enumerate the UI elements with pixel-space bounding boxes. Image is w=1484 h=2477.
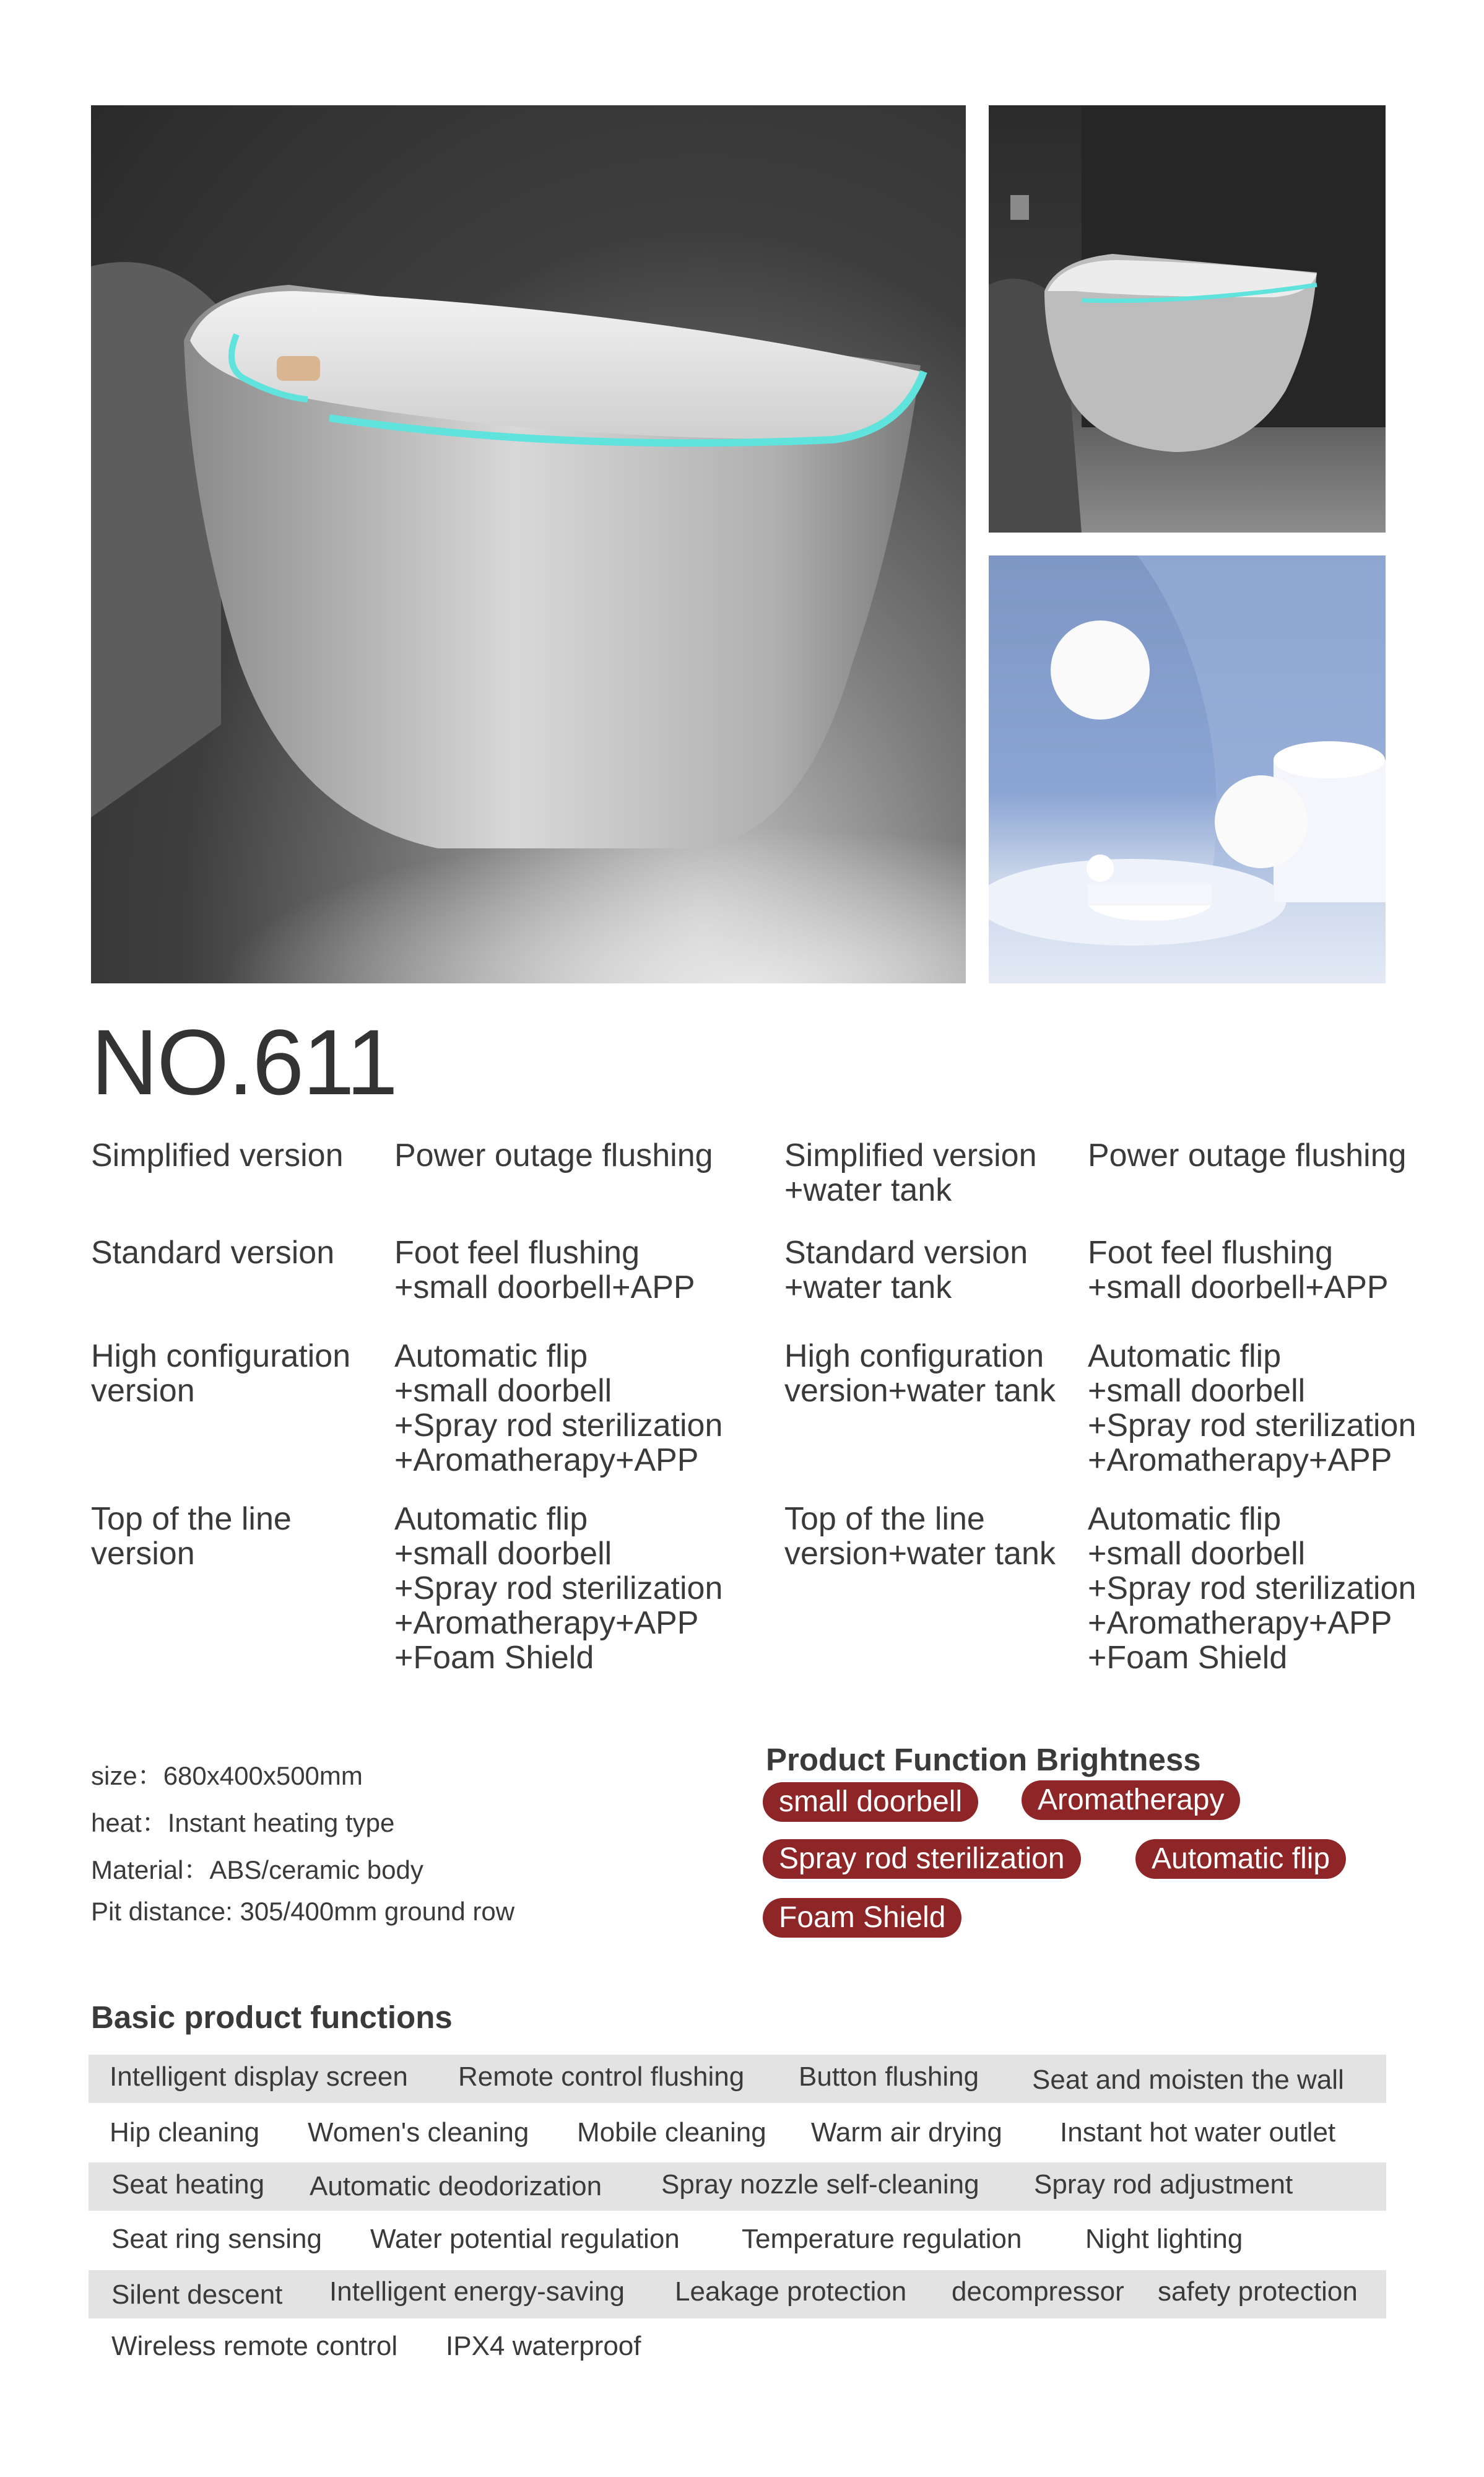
spec-size: size：680x400x500mm	[91, 1761, 363, 1790]
function-item: Wireless remote control	[111, 2331, 398, 2361]
function-item: Mobile cleaning	[577, 2117, 766, 2148]
function-item: Remote control flushing	[458, 2061, 745, 2092]
version-features: Power outage flushing	[394, 1138, 713, 1173]
version-features: Power outage flushing	[1088, 1138, 1407, 1173]
function-item: Intelligent display screen	[110, 2061, 408, 2092]
version-features: Foot feel flushing +small doorbell+APP	[1088, 1235, 1389, 1305]
function-item: Button flushing	[799, 2061, 979, 2092]
smart-toilet-illustration	[91, 105, 966, 983]
toilet-side-view-illustration	[989, 105, 1386, 533]
basic-functions-heading: Basic product functions	[91, 2000, 453, 2035]
version-features: Automatic flip +small doorbell +Spray rod sterilization +Aromatherapy+APP	[394, 1338, 723, 1478]
function-item: Leakage protection	[675, 2276, 907, 2307]
version-features: Automatic flip +small doorbell +Spray rod sterilization +Aromatherapy+APP	[1088, 1338, 1417, 1478]
function-item: Seat ring sensing	[111, 2224, 322, 2254]
spec-pit-distance: Pit distance: 305/400mm ground row	[91, 1897, 515, 1926]
function-item: Instant hot water outlet	[1060, 2117, 1336, 2148]
version-name: Top of the line version	[91, 1501, 292, 1572]
spec-material: Material：ABS/ceramic body	[91, 1855, 423, 1884]
tag-foam-shield: Foam Shield	[763, 1898, 961, 1938]
function-item: Women's cleaning	[308, 2117, 529, 2148]
spec-heat: heat：Instant heating type	[91, 1808, 395, 1837]
function-item: Automatic deodorization	[310, 2171, 602, 2201]
version-features: Foot feel flushing +small doorbell+APP	[394, 1235, 695, 1305]
function-item: Water potential regulation	[370, 2224, 680, 2254]
function-item: Seat and moisten the wall	[1032, 2065, 1344, 2095]
remote-controls-illustration	[989, 555, 1386, 983]
version-name: Standard version +water tank	[784, 1235, 1028, 1305]
version-name: Simplified version +water tank	[784, 1138, 1037, 1208]
remote-control-photo	[989, 555, 1386, 983]
function-item: Intelligent energy-saving	[329, 2276, 625, 2307]
function-item: Night lighting	[1085, 2224, 1243, 2254]
function-item: IPX4 waterproof	[446, 2331, 641, 2361]
tag-aromatherapy: Aromatherapy	[1022, 1780, 1240, 1820]
main-product-photo	[91, 105, 966, 983]
function-item: safety protection	[1158, 2276, 1358, 2307]
function-item: decompressor	[952, 2276, 1124, 2307]
version-name: Top of the line version+water tank	[784, 1501, 1056, 1572]
function-item: Temperature regulation	[742, 2224, 1022, 2254]
function-item: Seat heating	[111, 2169, 265, 2200]
model-number-title: NO.611	[91, 1010, 397, 1114]
tag-spray-rod-sterilization: Spray rod sterilization	[763, 1839, 1081, 1879]
function-item: Hip cleaning	[110, 2117, 260, 2148]
version-name: High configuration version+water tank	[784, 1338, 1056, 1409]
version-name: High configuration version	[91, 1338, 351, 1409]
tag-automatic-flip: Automatic flip	[1135, 1839, 1346, 1879]
side-product-photo-dark	[989, 105, 1386, 533]
version-features: Automatic flip +small doorbell +Spray rod sterilization +Aromatherapy+APP +Foam Shield	[394, 1501, 723, 1676]
tag-small-doorbell: small doorbell	[763, 1782, 978, 1822]
function-item: Warm air drying	[811, 2117, 1002, 2148]
version-features: Automatic flip +small doorbell +Spray rod sterilization +Aromatherapy+APP +Foam Shield	[1088, 1501, 1417, 1676]
function-item: Silent descent	[111, 2279, 283, 2310]
brightness-heading: Product Function Brightness	[766, 1742, 1201, 1777]
function-item: Spray rod adjustment	[1034, 2169, 1293, 2200]
version-name: Standard version	[91, 1235, 335, 1271]
function-item: Spray nozzle self-cleaning	[661, 2169, 979, 2200]
version-name: Simplified version	[91, 1138, 344, 1173]
